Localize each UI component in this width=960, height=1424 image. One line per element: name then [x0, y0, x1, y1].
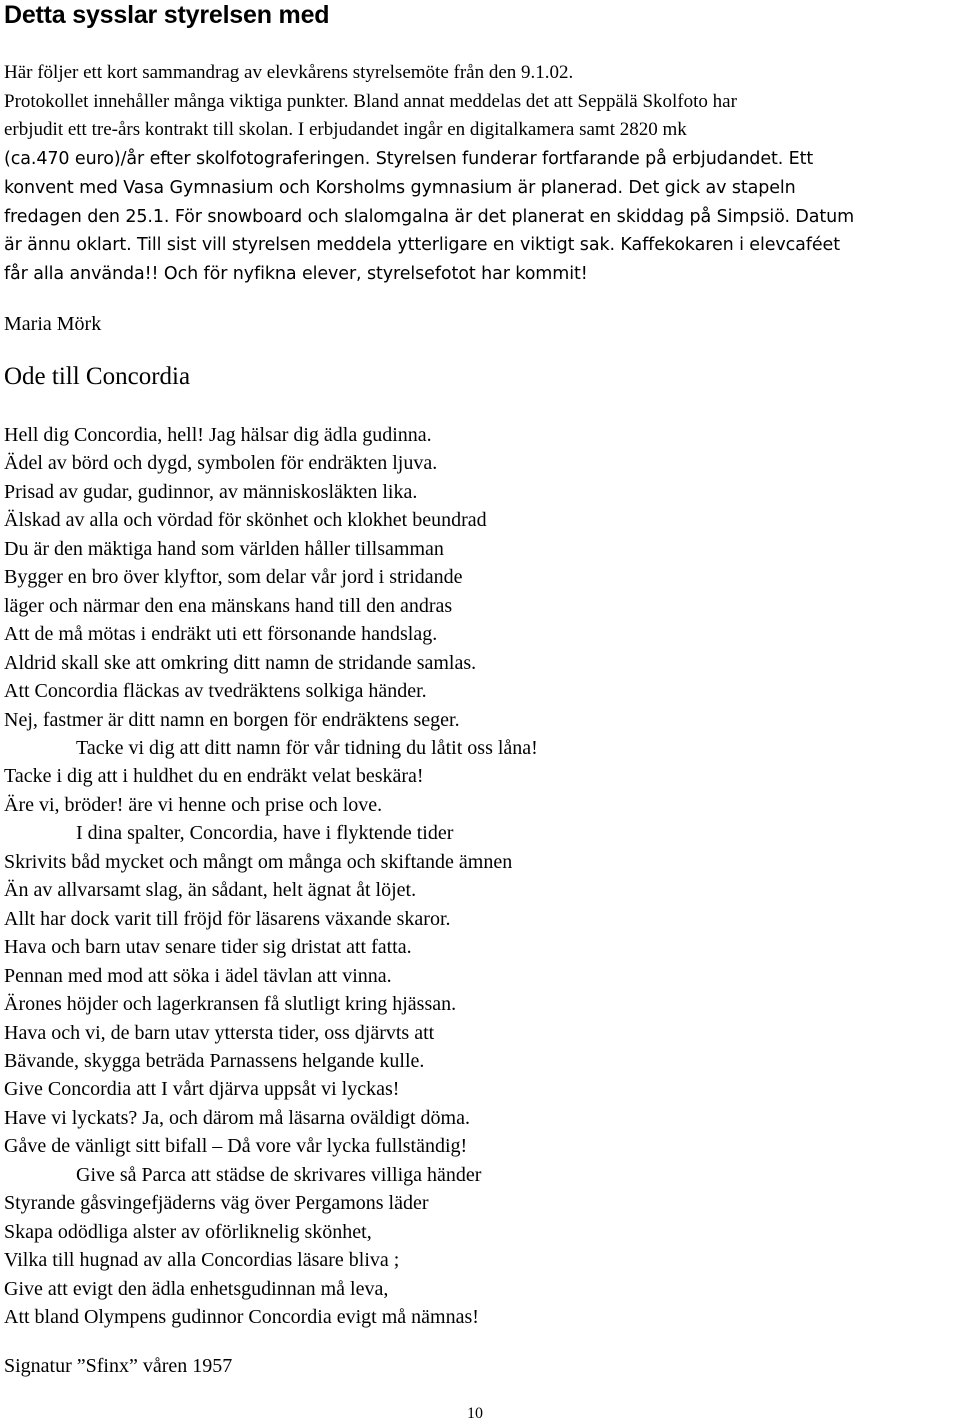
poem-line: Nej, fastmer är ditt namn en borgen för endräktens seger.	[4, 708, 460, 731]
poem-line: Allt har dock varit till fröjd för läsarens växande skaror.	[4, 907, 451, 930]
poem-line: Have vi lyckats? Ja, och därom må läsarna oväldigt döma.	[4, 1106, 470, 1129]
poem-line: Bävande, skygga beträda Parnassens helgande kulle.	[4, 1049, 425, 1072]
signature: Signatur ”Sfinx” våren 1957	[4, 1355, 233, 1377]
poem-line: Tacke vi dig att ditt namn för vår tidning du låtit oss låna!	[76, 736, 538, 759]
summary-line: konvent med Vasa Gymnasium och Korsholms gymnasium är planerad. Det gick av stapeln	[4, 177, 796, 198]
meeting-summary	[4, 59, 956, 289]
author-name: Maria Mörk	[4, 313, 102, 335]
page-number: 10	[467, 1405, 483, 1422]
summary-line: fredagen den 25.1. För snowboard och slalomgalna är det planerat en skiddag på Simpsiö. Datum	[4, 206, 855, 227]
summary-line: är ännu oklart. Till sist vill styrelsen meddela ytterligare en viktigt sak. Kaffekokaren i elevcaféet	[4, 235, 840, 256]
poem-title: Ode till Concordia	[4, 363, 191, 390]
poem-line: Ädel av börd och dygd, symbolen för endräkten ljuva.	[4, 452, 438, 475]
poem-line: Att Concordia fläckas av tvedräktens solkiga händer.	[4, 680, 427, 703]
poem-line: Äre vi, bröder! äre vi henne och prise och love.	[4, 793, 383, 816]
poem-line: Att bland Olympens gudinnor Concordia evigt må nämnas!	[4, 1306, 479, 1329]
poem-line: Styrande gåsvingefjäderns väg över Pergamons läder	[4, 1192, 429, 1215]
poem-line: Älskad av alla och vördad för skönhet och klokhet beundrad	[4, 509, 487, 532]
poem-line: Hava och vi, de barn utav yttersta tider, oss djärvts att	[4, 1021, 435, 1044]
poem-line: Pennan med mod att söka i ädel tävlan att vinna.	[4, 964, 392, 987]
poem-line: Skrivits båd mycket och mångt om många och skiftande ämnen	[4, 850, 513, 873]
poem-body	[4, 421, 538, 1332]
summary-line: får alla använda!! Och för nyfikna elever, styrelsefotot har kommit!	[4, 263, 588, 284]
poem-line: Du är den mäktiga hand som världen håller tillsamman	[4, 537, 444, 560]
poem-line: Vilka till hugnad av alla Concordias läsare bliva ;	[4, 1249, 400, 1272]
article-heading: Detta sysslar styrelsen med	[4, 1, 330, 29]
poem-line: Give att evigt den ädla enhetsgudinnan må leva,	[4, 1277, 389, 1300]
summary-line: erbjudit ett tre-års kontrakt till skolan. I erbjudandet ingår en digitalkamera samt 2820 mk	[4, 119, 687, 141]
poem-line: läger och närmar den ena mänskans hand till den andras	[4, 594, 453, 617]
summary-line: Protokollet innehåller många viktiga punkter. Bland annat meddelas det att Seppälä Skolfoto har	[4, 90, 737, 112]
poem-line: Gåve de vänligt sitt bifall – Då vore vår lycka fullständig!	[4, 1135, 468, 1158]
poem-line: Tacke i dig att i huldhet du en endräkt velat beskära!	[4, 765, 424, 788]
poem-line: I dina spalter, Concordia, have i flyktende tider	[76, 822, 454, 845]
poem-line: Hava och barn utav senare tider sig dristat att fatta.	[4, 936, 412, 959]
summary-line: Här följer ett kort sammandrag av elevkårens styrelsemöte från den 9.1.02.	[4, 62, 574, 83]
poem-line: Bygger en bro över klyftor, som delar vår jord i stridande	[4, 566, 463, 589]
poem-line: Än av allvarsamt slag, än sådant, helt ägnat åt löjet.	[4, 879, 417, 902]
poem-line: Give Concordia att I vårt djärva uppsåt vi lyckas!	[4, 1078, 400, 1101]
poem-line: Hell dig Concordia, hell! Jag hälsar dig ädla gudinna.	[4, 424, 432, 446]
poem-line: Ärones höjder och lagerkransen få slutligt kring hjässan.	[4, 993, 457, 1016]
summary-line: (ca.470 euro)/år efter skolfotograferingen. Styrelsen funderar fortfarande på erbjudandet. Ett	[4, 149, 814, 170]
poem-line: Give så Parca att städse de skrivares villiga händer	[76, 1163, 482, 1186]
poem-line: Aldrid skall ske att omkring ditt namn de stridande samlas.	[4, 651, 477, 674]
poem-line: Prisad av gudar, gudinnor, av människosläkten lika.	[4, 480, 418, 503]
poem-line: Skapa odödliga alster av oförliknelig skönhet,	[4, 1220, 372, 1243]
poem-line: Att de må mötas i endräkt uti ett försonande handslag.	[4, 623, 438, 646]
